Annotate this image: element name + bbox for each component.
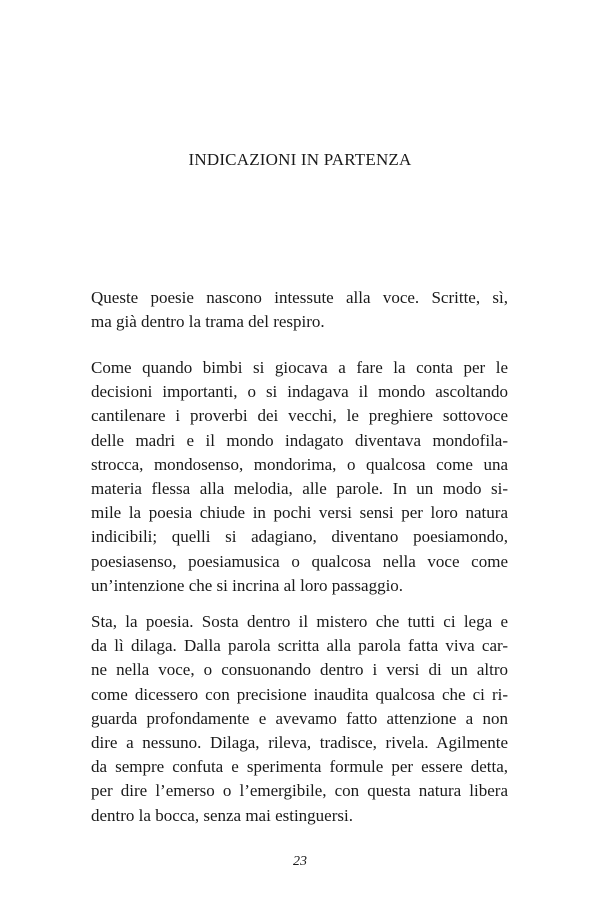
- text-line: Sta, la poesia. Sosta dentro il mistero che tutti ci lega e: [91, 612, 508, 631]
- text-line: indicibili; quelli si adagiano, diventano poesiamondo,: [91, 527, 508, 547]
- text-line: cantilenare i proverbi dei vecchi, le preghiere sottovoce: [91, 406, 508, 426]
- text-line: per dire l’emerso o l’emergibile, con questa natura libera: [91, 781, 508, 801]
- text-line: un’intenzione che si incrina al loro passaggio.: [91, 575, 404, 595]
- text-line: materia flessa alla melodia, alle parole. In un modo si-: [91, 479, 508, 499]
- page-number: 23: [293, 854, 307, 869]
- text-line: da lì dilaga. Dalla parola scritta alla parola fatta viva car-: [91, 636, 508, 656]
- text-line: mile la poesia chiude in pochi versi sensi per loro natura: [91, 503, 508, 523]
- text-line: poesiasenso, poesiamusica o qualcosa nella voce come: [91, 551, 508, 571]
- paragraph-2: [91, 356, 508, 598]
- text-line: decisioni importanti, o si indagava il mondo ascoltando: [91, 382, 508, 402]
- paragraph-1: [91, 286, 508, 334]
- text-line: strocca, mondosenso, mondorima, o qualcosa come una: [91, 454, 508, 474]
- text-line: ma già dentro la trama del respiro.: [91, 312, 325, 332]
- text-line: Queste poesie nascono intessute alla voce. Scritte, sì,: [91, 288, 508, 307]
- chapter-title: INDICAZIONI IN PARTENZA: [188, 150, 412, 169]
- text-line: guarda profondamente e avevamo fatto attenzione a non: [91, 708, 508, 728]
- text-line: dire a nessuno. Dilaga, rileva, tradisce, rivela. Agilmente: [91, 733, 508, 753]
- text-line: delle madri e il mondo indagato diventava mondofila-: [91, 430, 508, 450]
- text-line: come dicessero con precisione inaudita qualcosa che ci ri-: [91, 684, 508, 704]
- text-line: dentro la bocca, senza mai estinguersi.: [91, 805, 353, 825]
- paragraph-3: [91, 610, 508, 828]
- text-line: da sempre confuta e sperimenta formule per essere detta,: [91, 757, 508, 777]
- text-line: Come quando bimbi si giocava a fare la conta per le: [91, 358, 508, 377]
- text-line: ne nella voce, o consuonando dentro i versi di un altro: [91, 660, 508, 680]
